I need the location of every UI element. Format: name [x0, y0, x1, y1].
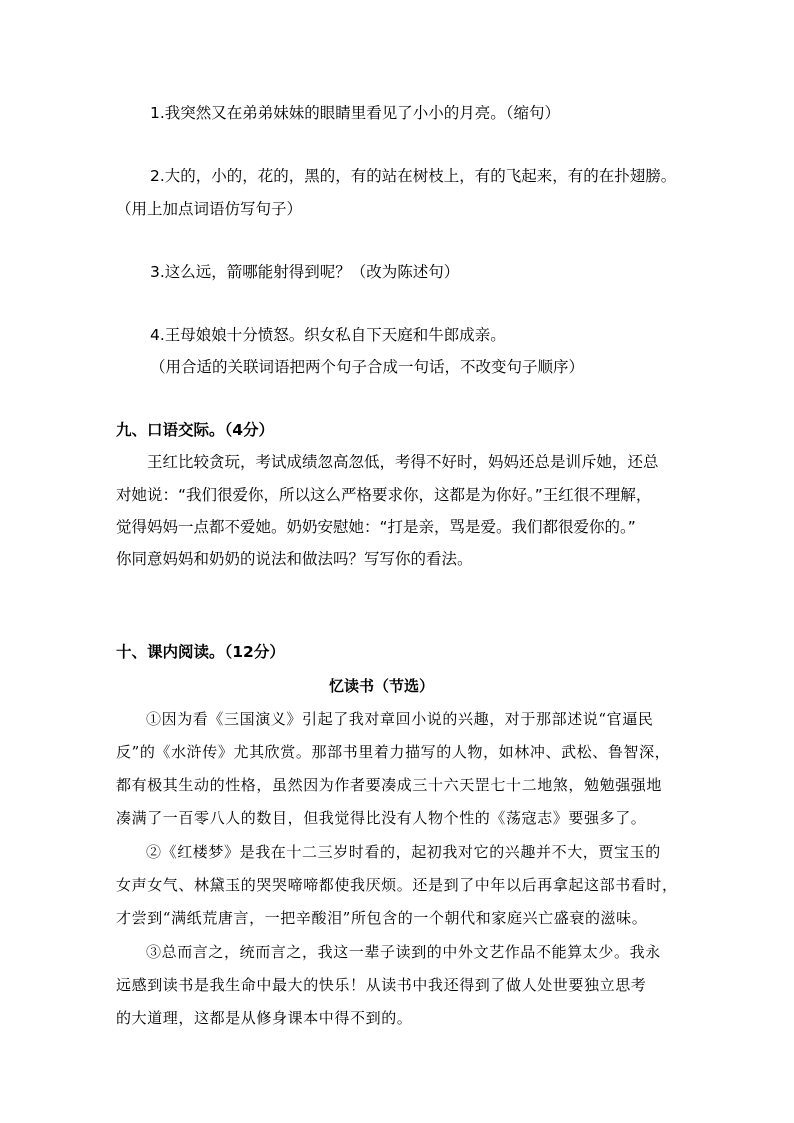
exercise-4: 4.王母娘娘十分愤怒。织女私自下天庭和牛郎成亲。: [150, 326, 506, 344]
section-9-line: 你同意妈妈和奶奶的说法和做法吗？写写你的看法。: [116, 550, 473, 568]
exercise-1: 1.我突然又在弟弟妹妹的眼睛里看见了小小的月亮。（缩句）: [150, 104, 561, 122]
section-10-heading: 十、课内阅读。（12分）: [116, 643, 285, 661]
exercise-2: 2.大的，小的，花的，黑的，有的站在树枝上，有的飞起来，有的在扑翅膀。: [150, 167, 677, 185]
exercise-4-note: （用合适的关联词语把两个句子合成一句话，不改变句子顺序）: [150, 358, 585, 376]
passage-line: 远感到读书是我生命中最大的快乐！从读书中我还得到了做人处世要独立思考: [116, 976, 647, 994]
passage-line: 的大道理，这都是从修身课本中得不到的。: [116, 1009, 413, 1027]
passage-title: 忆读书（节选）: [329, 677, 435, 695]
passage-line: 反”的《水浒传》尤其欣赏。那部书里着力描写的人物，如林冲、武松、鲁智深，: [116, 743, 671, 761]
exercise-2-note: （用上加点词语仿写句子）: [116, 200, 303, 218]
passage-line: 都有极其生动的性格，虽然因为作者要凑成三十六天罡七十二地煞，勉勉强强地: [116, 776, 663, 794]
passage-line: 女声女气、林黛玉的哭哭啼啼都使我厌烦。还是到了中年以后再拿起这部书看时，: [116, 876, 678, 894]
section-9-heading: 九、口语交际。（4分）: [116, 421, 275, 439]
exercise-3: 3.这么远，箭哪能射得到呢？（改为陈述句）: [150, 263, 460, 281]
passage-line: ②《红楼梦》是我在十二三岁时看的，起初我对它的兴趣并不大，贾宝玉的: [146, 843, 661, 861]
section-9-line: 觉得妈妈一点都不爱她。奶奶安慰她：“打是亲，骂是爱。我们都很爱你的。”: [116, 518, 636, 536]
passage-line: ③总而言之，统而言之，我这一辈子读到的中外文艺作品不能算太少。我永: [146, 943, 661, 961]
passage-line: 才尝到“满纸荒唐言，一把辛酸泪”所包含的一个朝代和家庭兴亡盛衰的滋味。: [116, 909, 648, 927]
section-9-line: 王红比较贪玩，考试成绩忽高忽低，考得不好时，妈妈还总是训斥她，还总: [147, 453, 659, 471]
passage-line: ①因为看《三国演义》引起了我对章回小说的兴趣，对于那部述说“官逼民: [146, 710, 654, 728]
passage-line: 凑满了一百零八人的数目，但我觉得比没有人物个性的《荡寇志》要强多了。: [116, 809, 647, 827]
section-9-line: 对她说：“我们很爱你，所以这么严格要求你，这都是为你好。”王红很不理解，: [116, 486, 652, 504]
